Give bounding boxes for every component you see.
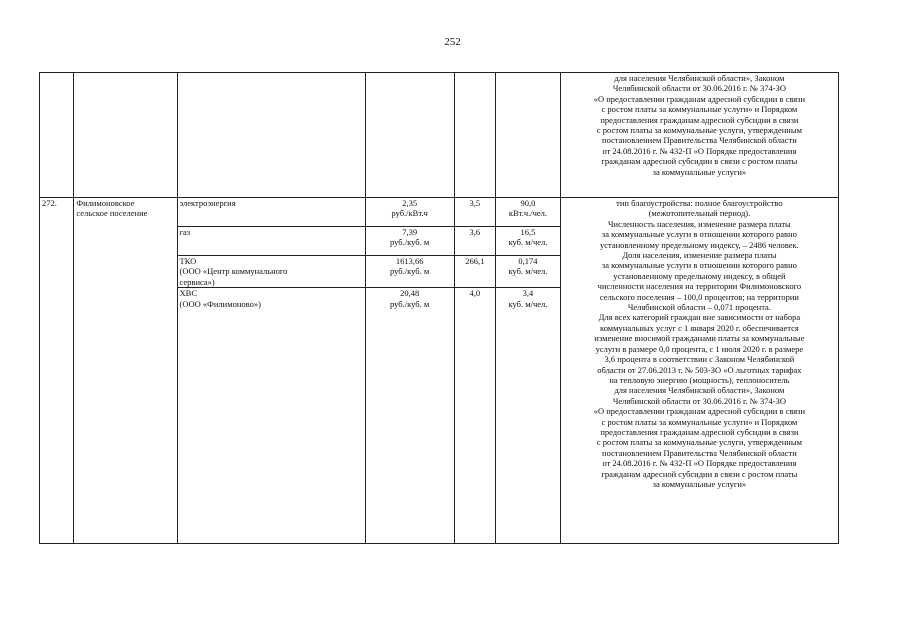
norm-cell xyxy=(496,288,561,544)
entry-number-cell xyxy=(40,198,74,544)
norm-value: 0,174 xyxy=(518,256,538,266)
municipality-cell xyxy=(74,198,177,544)
municipality-name: Филимоновское xyxy=(76,198,135,208)
index-cell xyxy=(454,256,495,288)
description-line: гражданам адресной субсидии в связи с ростом платы xyxy=(601,468,798,479)
description-line: Доля населения, изменение размера платы xyxy=(622,250,777,261)
table-row-continuation xyxy=(40,73,839,198)
norm-value: 16,5 xyxy=(520,227,536,237)
description-line: 3,6 процента в соответствии с Законом Челябинской xyxy=(604,354,795,365)
tariff-value: 2,35 xyxy=(402,198,418,208)
description-line: установленному предельному индексу, в общей xyxy=(613,270,786,281)
index-cell xyxy=(454,198,495,227)
cell-empty xyxy=(454,73,495,198)
description-line: тип благоустройства: полное благоустройство xyxy=(616,198,783,208)
norm-cell xyxy=(496,256,561,288)
description-line: Челябинской области – 0,071 процента. xyxy=(627,302,771,313)
service-name: электроэнергия xyxy=(179,198,236,208)
description-line: Для всех категорий граждан вне зависимости от набора xyxy=(598,312,801,323)
norm-unit: куб. м/чел. xyxy=(508,266,548,277)
index-cell xyxy=(454,288,495,544)
description-line: сельского поселения – 100,0 процентов; на территории xyxy=(599,291,799,302)
description-line: с ростом платы за коммунальные услуги, утвержденным xyxy=(596,437,802,448)
service-name: ТКО xyxy=(179,256,197,266)
description-line: Челябинской области от 30.06.2016 г. № 374-ЗО xyxy=(612,83,786,94)
description-line: за коммунальные услуги в отношении которого равно xyxy=(601,229,797,240)
norm-cell xyxy=(496,198,561,227)
index-value: 3,5 xyxy=(469,198,481,208)
description-line: с ростом платы за коммунальные услуги» и Порядком xyxy=(601,416,798,427)
index-value: 3,6 xyxy=(469,227,481,237)
norm-cell xyxy=(496,227,561,256)
page-number: 252 xyxy=(444,36,461,48)
description-line: коммунальных услуг с 1 января 2020 г. обеспечивается xyxy=(600,322,799,333)
entry-number: 272. xyxy=(42,198,57,208)
continuation-description-cell xyxy=(560,73,838,198)
tariff-cell xyxy=(365,227,454,256)
description-line: с ростом платы за коммунальные услуги, утвержденным xyxy=(596,125,802,136)
description-line: от 24.08.2016 г. № 432-П «О Порядке предоставления xyxy=(602,145,797,156)
table-row-electricity xyxy=(40,198,839,227)
description-line: с ростом платы за коммунальные услуги» и Порядком xyxy=(601,104,798,115)
description-line: Челябинской области от 30.06.2016 г. № 374-ЗО xyxy=(612,395,786,406)
description-line: постановлением Правительства Челябинской области xyxy=(602,135,797,146)
service-name-cell xyxy=(177,256,365,288)
service-name: ХВС xyxy=(179,288,198,299)
tariff-table xyxy=(39,72,839,544)
description-line: Численность населения, изменение размера платы xyxy=(608,218,791,229)
index-value: 4,0 xyxy=(469,288,481,299)
norm-value: 90,0 xyxy=(520,198,536,208)
index-value: 266,1 xyxy=(465,256,485,266)
tariff-value: 7,39 xyxy=(402,227,418,237)
service-name-cell xyxy=(177,198,365,227)
description-line: за коммунальные услуги» xyxy=(652,166,747,177)
description-line: за коммунальные услуги в отношении которого равно xyxy=(601,260,797,271)
index-cell xyxy=(454,227,495,256)
service-provider: (ООО «Центр коммунального xyxy=(179,266,288,277)
description-line: предоставления гражданам адресной субсидии в связи xyxy=(600,426,799,437)
cell-empty xyxy=(365,73,454,198)
description-line: «О предоставлении гражданам адресной субсидии в связи xyxy=(593,406,806,417)
tariff-cell xyxy=(365,256,454,288)
norm-unit: куб. м/чел. xyxy=(508,298,548,309)
description-line: для населения Челябинской области», Законом xyxy=(614,73,785,83)
tariff-value: 20,48 xyxy=(400,288,420,299)
description-line: для населения Челябинской области», Законом xyxy=(614,385,785,396)
cell-empty xyxy=(40,73,74,198)
description-line: предоставления гражданам адресной субсидии в связи xyxy=(600,114,799,125)
description-line: за коммунальные услуги» xyxy=(652,478,747,489)
tariff-unit: руб./куб. м xyxy=(390,237,430,248)
description-line: на тепловую энергию (мощность), теплоноситель xyxy=(609,374,790,385)
description-line: изменение вносимой гражданами платы за коммунальные xyxy=(594,333,805,344)
municipality-name: сельское поселение xyxy=(76,208,148,219)
tariff-unit: руб./кВт.ч xyxy=(391,208,428,219)
tariff-cell xyxy=(365,198,454,227)
description-line: (межотопительный период). xyxy=(648,208,751,219)
service-provider: (ООО «Филимоново») xyxy=(179,298,261,309)
tariff-unit: руб./куб. м xyxy=(390,298,430,309)
entry-description-cell xyxy=(560,198,838,544)
cell-empty xyxy=(74,73,177,198)
description-line: установленному предельному индексу, – 2486 человек. xyxy=(600,239,799,250)
norm-value: 3,4 xyxy=(522,288,534,299)
service-name: газ xyxy=(179,227,191,237)
tariff-value: 1613,66 xyxy=(395,256,424,266)
tariff-unit: руб./куб. м xyxy=(390,266,430,277)
description-line: постановлением Правительства Челябинской области xyxy=(602,447,797,458)
description-line: «О предоставлении гражданам адресной субсидии в связи xyxy=(593,93,806,104)
service-name-cell xyxy=(177,288,365,544)
norm-unit: кВт.ч./чел. xyxy=(508,208,548,219)
description-line: от 24.08.2016 г. № 432-П «О Порядке предоставления xyxy=(602,458,797,469)
description-line: численности населения на территории Филимоновского xyxy=(597,281,802,292)
cell-empty xyxy=(496,73,561,198)
tariff-cell xyxy=(365,288,454,544)
service-provider: сервиса») xyxy=(179,276,215,287)
description-line: гражданам адресной субсидии в связи с ростом платы xyxy=(601,156,798,167)
description-line: области от 27.06.2013 г. № 503-ЗО «О льготных тарифах xyxy=(597,364,802,375)
service-name-cell xyxy=(177,227,365,256)
cell-empty xyxy=(177,73,365,198)
norm-unit: куб. м/чел. xyxy=(508,237,548,248)
description-line: услуги в размере 0,0 процента, с 1 июля 2020 г. в размере xyxy=(595,343,804,354)
